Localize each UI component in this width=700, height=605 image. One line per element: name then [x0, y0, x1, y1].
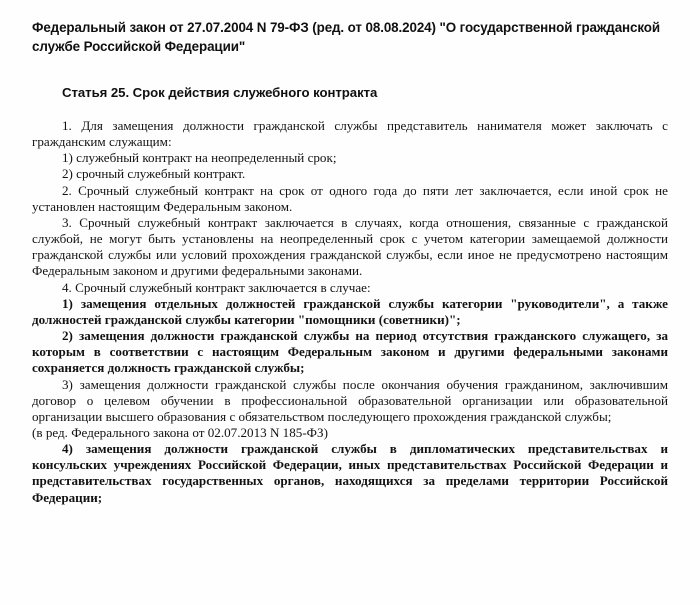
document-body: [0, 118, 700, 506]
amendment-note: (в ред. Федерального закона от 02.07.2013 N 185-ФЗ): [32, 424, 328, 440]
paragraph: 1. Для замещения должности гражданской службы представитель нанимателя может заключать с гражданским служащим:: [32, 118, 668, 150]
section-heading: Статья 25. Срок действия служебного контракта: [62, 85, 378, 100]
paragraph: 3) замещения должности гражданской службы после окончания обучения гражданином, заключившим договор о целевом обучении в профессиональной образовательной организации или образовательной организации высшего образования с обязательством последующего прохождения гражданской службы;: [32, 376, 668, 424]
paragraph: 1) замещения отдельных должностей гражданской службы категории "руководители", а также должностей гражданской службы категории "помощники (советники)";: [32, 295, 668, 327]
document-title: Федеральный закон от 27.07.2004 N 79-ФЗ (ред. от 08.08.2024) "О государственной гражданской службе Российской Федерации": [32, 20, 661, 54]
paragraph: 4) замещения должности гражданской службы в дипломатических представительствах и консульских учреждениях Российской Федерации, иных представительствах Российской Федерации и представительствах государственных органов, находящихся за пределами территории Российской Федерации;: [32, 441, 668, 505]
paragraph: 3. Срочный служебный контракт заключается в случаях, когда отношения, связанные с гражданской службой, не могут быть установлены на неопределенный срок с учетом категории замещаемой должности гражданской службы или условий прохождения гражданской службы, если иное не предусмотрено настоящим Федеральным законом и другими федеральными законами.: [32, 214, 668, 279]
paragraph: 2) срочный служебный контракт.: [62, 166, 246, 182]
paragraph: 1) служебный контракт на неопределенный срок;: [62, 150, 337, 166]
paragraph: 4. Срочный служебный контракт заключается в случае:: [62, 279, 371, 295]
paragraph: 2. Срочный служебный контракт на срок от одного года до пяти лет заключается, если иной срок не установлен настоящим Федеральным законом.: [32, 182, 668, 214]
paragraph: 2) замещения должности гражданской службы на период отсутствия гражданского служащего, за которым в соответствии с настоящим Федеральным законом и другими федеральными законами сохраняется должность гражданской службы;: [32, 328, 668, 376]
